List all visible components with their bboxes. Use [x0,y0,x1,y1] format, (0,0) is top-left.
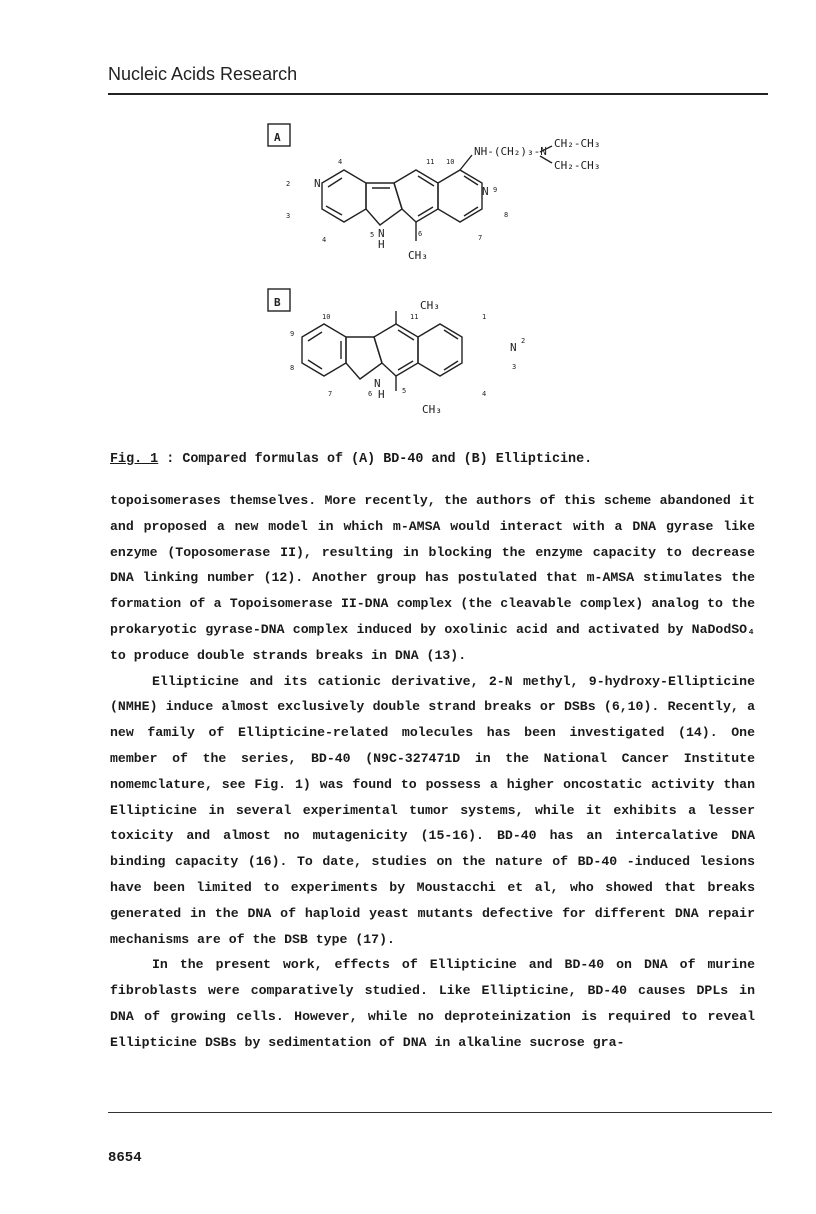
page-number: 8654 [108,1150,142,1166]
journal-title: Nucleic Acids Research [108,64,298,84]
svg-text:7: 7 [478,234,483,242]
figure-1 [250,115,650,425]
figure-caption [110,452,592,467]
footer-rule [108,1112,772,1113]
a-ethyl-upper: CH₂-CH₃ [554,137,601,150]
b-atom-n6: N [374,377,381,390]
svg-text:1: 1 [482,313,487,321]
svg-text:2: 2 [521,337,526,345]
svg-text:9: 9 [493,186,498,194]
svg-text:3: 3 [512,363,517,371]
svg-text:10: 10 [322,313,331,321]
caption-label: Fig. 1 [110,452,159,467]
a-atom-n2: N [314,177,321,190]
header-rule [108,93,768,95]
svg-text:6: 6 [418,230,423,238]
paragraph: topoisomerases themselves. More recently, the authors of this scheme abandoned it and proposed a new model in which m-AMSA would interact with a DNA gyrase like enzyme (Toposomerase II), resulting in blocking the enzyme capacity to decrease DNA linking number (12). Another group has postulated that m-AMSA stimulates the formation of a Topoisomerase II-DNA complex (the cleavable complex) analog to the prokaryotic gyrase-DNA complex induced by oxolinic acid and activated by NaDodSO₄ to produce double strands breaks in DNA (13). [110,493,755,663]
a-ring-pyridine-right [438,170,482,222]
svg-text:4: 4 [482,390,487,398]
a-ring-benzene [394,170,438,222]
svg-text:9: 9 [290,330,295,338]
svg-text:2: 2 [286,180,291,188]
svg-text:6: 6 [368,390,373,398]
a-atom-h5: H [378,238,385,251]
svg-text:7: 7 [328,390,333,398]
b-ring-pyridine [418,324,462,376]
paragraph: In the present work, effects of Ellipticine and BD-40 on DNA of murine fibroblasts were comparatively studied. Like Ellipticine, BD-40 causes DPLs in DNA of growing cells. However, while no deproteinization is required to reveal Ellipticine DSBs by sedimentation of DNA in alkaline sucrose gra- [110,957,755,1050]
svg-text:11: 11 [426,158,435,166]
paragraph: Ellipticine and its cationic derivative, 2-N methyl, 9-hydroxy-Ellipticine (NMHE) induce almost exclusively double strand breaks or DSBs (6,10). Recently, a new family of Ellipticine-related molecules has been investigated (14). One member of the series, BD-40 (N9C-327471D in the National Cancer Institute nomemclature, see Fig. 1) was found to possess a higher oncostatic activity than Ellipticine in several experimental tumor systems, while it exhibits a lesser toxicity and almost no mutagenicity (15-16). BD-40 has an intercalative DNA binding capacity (16). To date, studies on the nature of BD-40 -induced lesions have been limited to experiments by Moustacchi et al, who showed that breaks generated in the DNA of haploid yeast mutants defective for different DNA repair mechanisms are of the DSB type (17). [110,673,755,947]
b-methyl-top: CH₃ [420,299,440,312]
a-methyl: CH₃ [408,249,428,262]
svg-text:11: 11 [410,313,419,321]
structure-formulas [250,115,650,425]
b-ring-benzene-left [302,324,346,376]
panel-b-label: B [274,296,281,309]
svg-text:4: 4 [338,158,343,166]
b-atom-h6: H [378,388,385,401]
svg-text:5: 5 [402,387,407,395]
panel-a-label: A [274,131,281,144]
b-atom-n2: N [510,341,517,354]
a-ring-pyridine-left [322,170,366,222]
svg-text:3: 3 [286,212,291,220]
body-text [110,488,755,1056]
a-ethyl-lower: CH₂-CH₃ [554,159,601,172]
caption-text: : Compared formulas of (A) BD-40 and (B) Ellipticine. [158,452,593,467]
a-atom-n9: N [482,185,489,198]
a-atom-n5: N [378,227,385,240]
svg-text:5: 5 [370,231,375,239]
b-ring-benzene [374,324,418,376]
svg-text:8: 8 [504,211,509,219]
a-side-chain: NH-(CH₂)₃-N [474,145,547,158]
svg-text:10: 10 [446,158,455,166]
b-methyl-bottom: CH₃ [422,403,442,416]
svg-text:4: 4 [322,236,327,244]
svg-text:8: 8 [290,364,295,372]
